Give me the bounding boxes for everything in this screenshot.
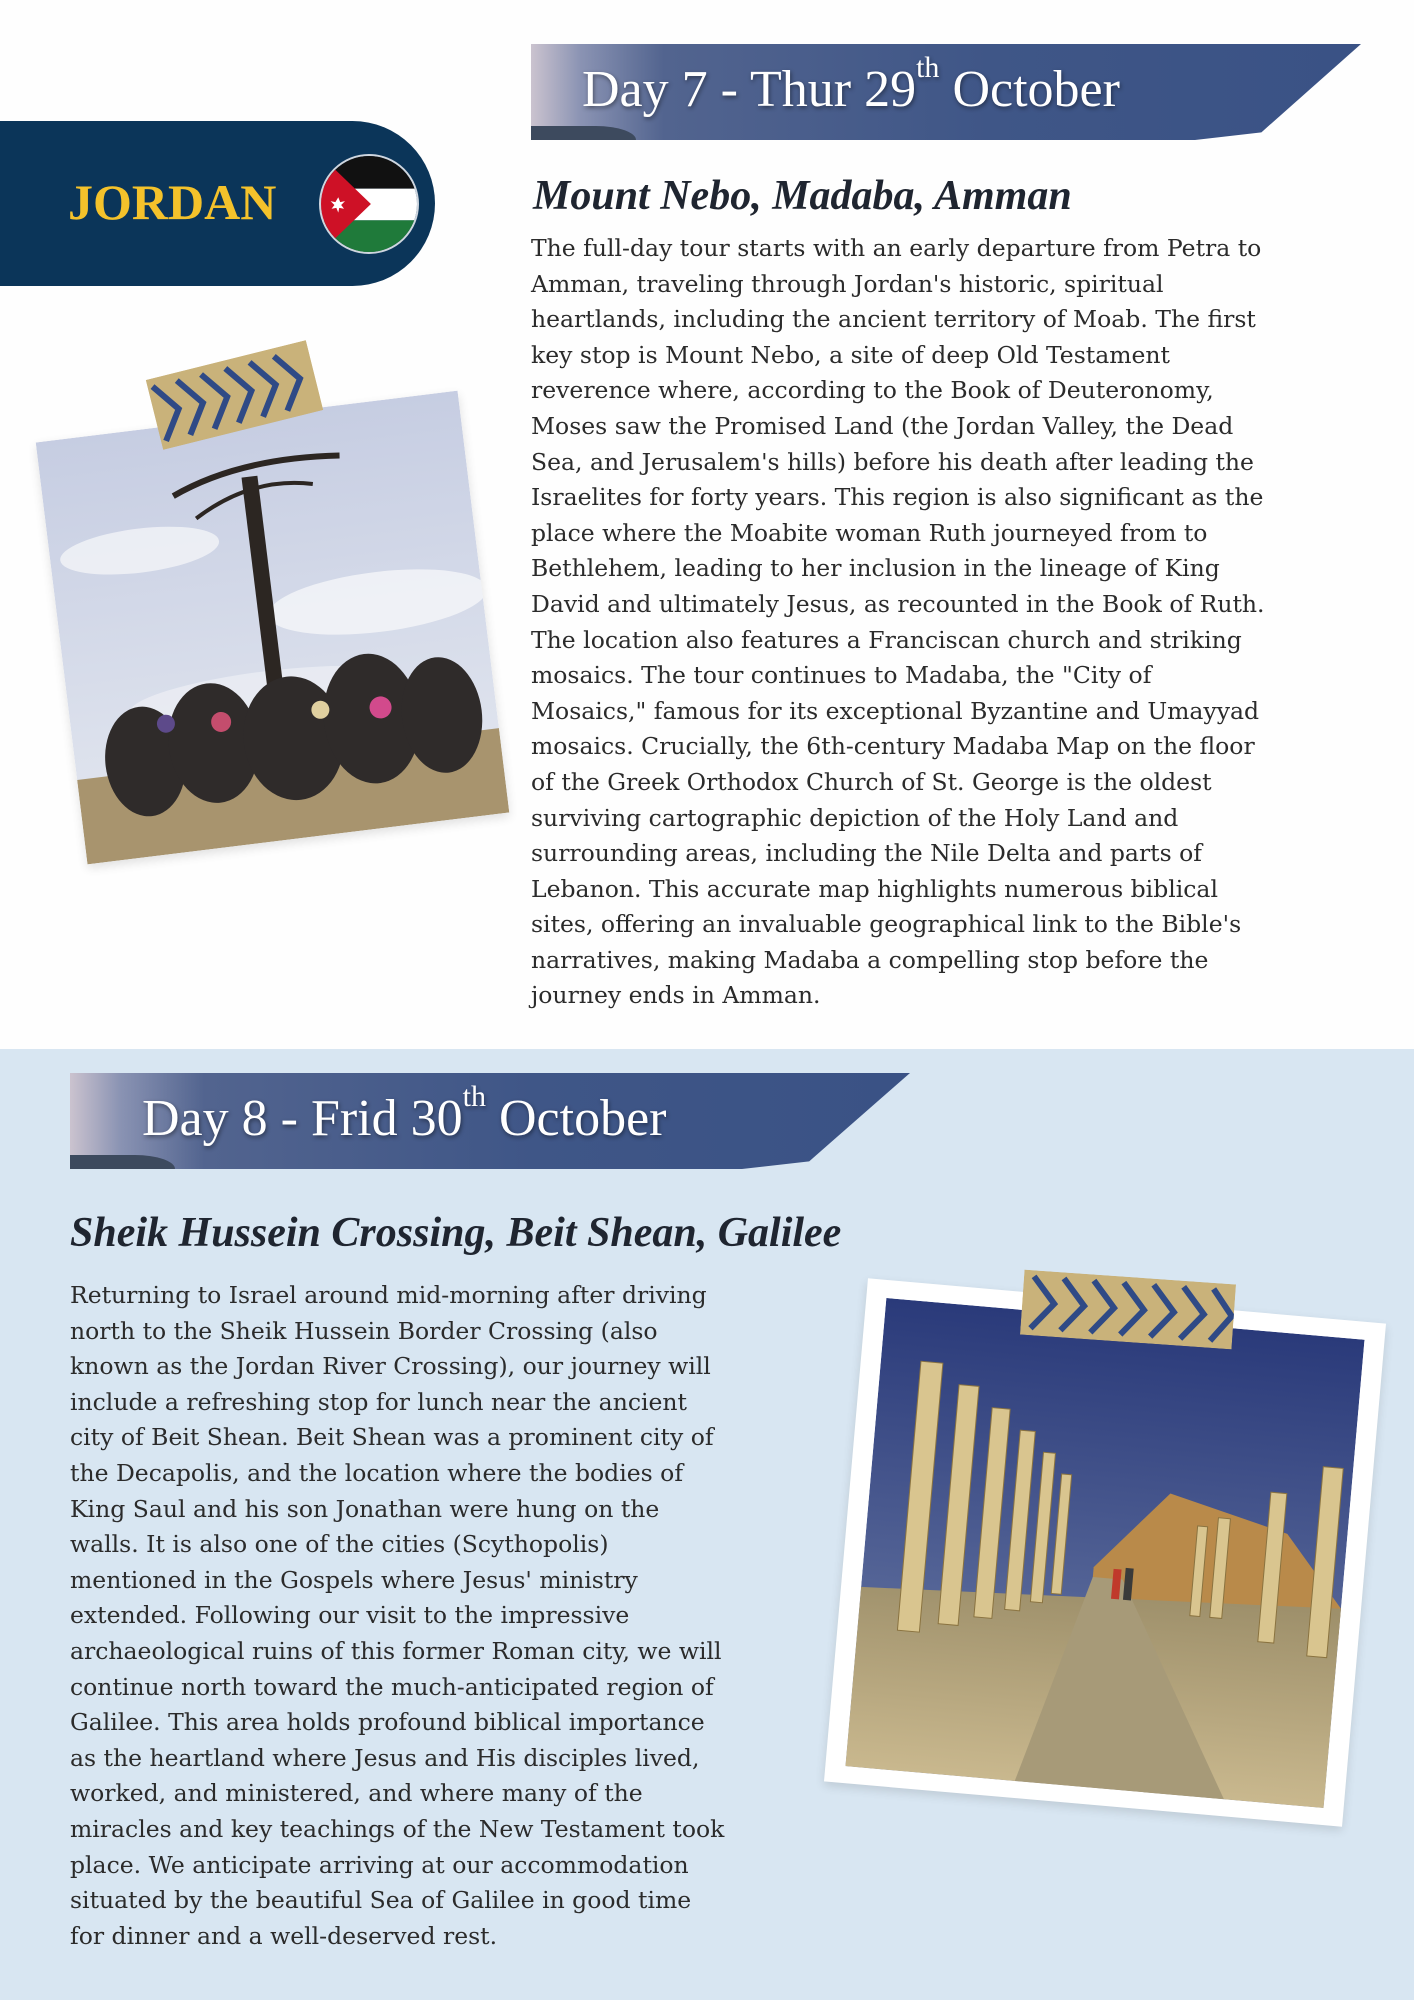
day8-body: Returning to Israel around mid-morning after driving north to the Sheik Hussein Border Crossing (also known as the Jordan River Crossing), our journey will include a refreshing stop for lunch near the ancient city of Beit Shean. Beit Shean was a prominent city of the Decapolis, and the location where the bodies of King Saul and his son Jonathan were hung on the walls. It is also one of the cities (Scythopolis) mentioned in the Gospels where Jesus' ministry extended. Following our visit to the impressive archaeological ruins of this former Roman city, we will continue north toward the much-anticipated region of Galilee. This area holds profound biblical importance as the heartland where Jesus and His disciples lived, worked, and ministered, and where many of the miracles and key teachings of the New Testament took place. We anticipate arriving at our accommodation situated by the beautiful Sea of Galilee in good time for dinner and a well-deserved rest. — [70, 1281, 725, 1950]
day7-subtitle: Mount Nebo, Madaba, Amman — [533, 173, 1072, 219]
beit-shean-photo — [824, 1278, 1386, 1826]
mount-nebo-image — [36, 391, 510, 865]
beit-shean-image — [845, 1298, 1364, 1808]
mount-nebo-photo — [36, 391, 510, 865]
jordan-badge — [0, 121, 435, 286]
day7-title: Day 7 - Thur 29th October — [582, 51, 1120, 118]
country-label: JORDAN — [68, 174, 277, 230]
day7-body: The full-day tour starts with an early departure from Petra to Amman, traveling through Jordan's historic, spiritual heartlands, including the ancient territory of Moab. The first key stop is Mount Nebo, a site of deep Old Testament reverence where, according to the Book of Deuteronomy, Moses saw the Promised Land (the Jordan Valley, the Dead Sea, and Jerusalem's hills) before his death after leading the Israelites for forty years. This region is also significant as the place where the Moabite woman Ruth journeyed from to Bethlehem, leading to her inclusion in the lineage of King David and ultimately Jesus, as recounted in the Book of Ruth. The location also features a Franciscan church and striking mosaics. The tour continues to Madaba, the "City of Mosaics," famous for its exceptional Byzantine and Umayyad mosaics. Crucially, the 6th-century Madaba Map on the floor of the Greek Orthodox Church of St. George is the oldest surviving cartographic depiction of the Holy Land and surrounding areas, including the Nile Delta and parts of Lebanon. This accurate map highlights numerous biblical sites, offering an invaluable geographical link to the Bible's narratives, making Madaba a compelling stop before the journey ends in Amman. — [531, 234, 1265, 1010]
jordan-flag-icon — [319, 154, 419, 254]
day8-subtitle: Sheik Hussein Crossing, Beit Shean, Galilee — [70, 1210, 842, 1256]
day7-banner — [531, 44, 1361, 140]
day8-banner — [70, 1073, 910, 1169]
day8-title: Day 8 - Frid 30th October — [142, 1080, 667, 1147]
